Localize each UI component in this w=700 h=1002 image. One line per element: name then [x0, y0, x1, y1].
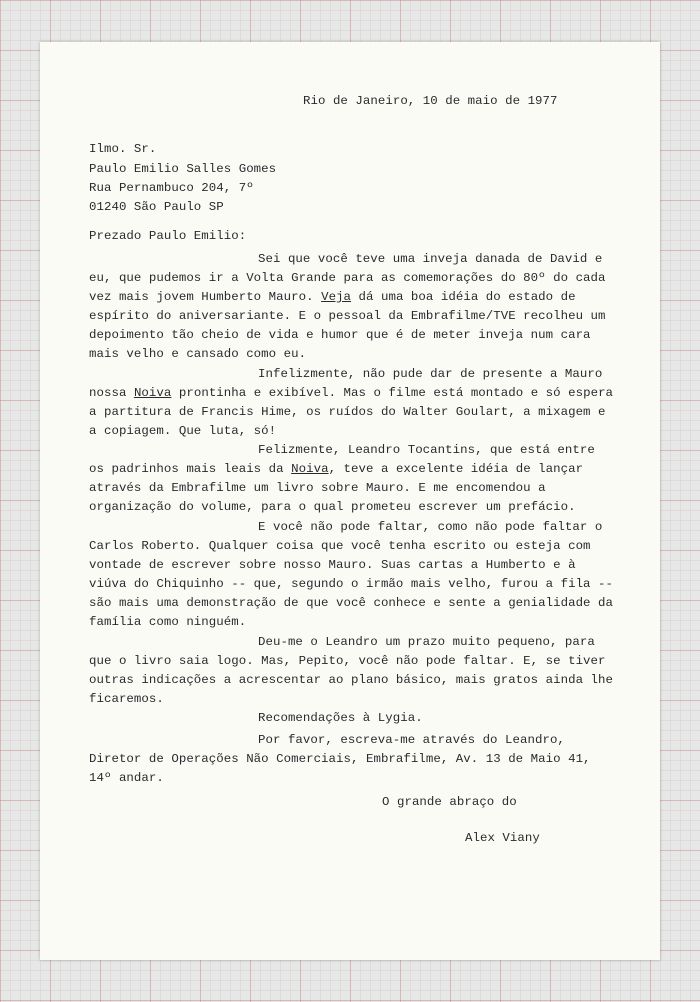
text-line: espírito do aniversariante. E o pessoal da Embrafilme/TVE recolheu um: [89, 309, 606, 323]
text-line: [89, 460, 583, 480]
text-line: Por favor, escreva-me através do Leandro,: [258, 733, 565, 747]
text-line: a copiagem. Que luta, só!: [89, 424, 277, 438]
text-line: Diretor de Operações Não Comerciais, Embrafilme, Av. 13 de Maio 41,: [89, 752, 591, 766]
text-fragment: os padrinhos mais leais da: [89, 462, 284, 476]
text-fragment: nossa: [89, 386, 127, 400]
text-line: mais velho e cansado como eu.: [89, 347, 307, 361]
signature: Alex Viany: [465, 831, 540, 845]
text-line: que o livro saia logo. Mas, Pepito, você não pode faltar. E, se tiver: [89, 654, 606, 668]
text-line: Deu-me o Leandro um prazo muito pequeno, para: [258, 635, 595, 649]
text-line: organização do volume, para o qual prometeu escrever um prefácio.: [89, 500, 576, 514]
text-fragment: , teve a excelente idéia de lançar: [328, 462, 584, 476]
film-title-noiva: Noiva: [291, 462, 329, 476]
address-line: Rua Pernambuco 204, 7º: [89, 181, 254, 195]
text-fragment: dá uma boa idéia do estado de: [358, 290, 576, 304]
text-line: a partitura de Francis Hime, os ruídos do Walter Goulart, a mixagem e: [89, 405, 606, 419]
paragraph-6: Recomendações à Lygia.: [258, 711, 423, 725]
text-line: viúva do Chiquinho -- que, segundo o irmão mais velho, furou a fila --: [89, 577, 613, 591]
text-line: família como ninguém.: [89, 615, 247, 629]
address-line: 01240 São Paulo SP: [89, 200, 224, 214]
text-line: Carlos Roberto. Qualquer coisa que você tenha escrito ou esteja com: [89, 539, 591, 553]
text-line: ficaremos.: [89, 692, 164, 706]
text-line: Infelizmente, não pude dar de presente a Mauro: [258, 367, 603, 381]
text-line: eu, que pudemos ir a Volta Grande para as comemorações do 80º do cada: [89, 271, 606, 285]
letter-date: Rio de Janeiro, 10 de maio de 1977: [303, 94, 558, 108]
text-line: depoimento tão cheio de vida e humor que é de meter inveja num cara: [89, 328, 591, 342]
text-line: E você não pode faltar, como não pode faltar o: [258, 520, 603, 534]
text-line: são mais uma demonstração de que você conhece e sente a genialidade da: [89, 596, 613, 610]
text-line: através da Embrafilme um livro sobre Mauro. E me encomendou a: [89, 481, 546, 495]
salutation: Prezado Paulo Emilio:: [89, 229, 247, 243]
text-line: vontade de escrever sobre nosso Mauro. Suas cartas a Humberto e à: [89, 558, 576, 572]
text-line: [89, 288, 576, 308]
text-line: 14º andar.: [89, 771, 164, 785]
magazine-title-veja: Veja: [321, 290, 352, 304]
text-line: Felizmente, Leandro Tocantins, que está entre: [258, 443, 595, 457]
text-line: outras indicações a acrescentar ao plano básico, mais gratos ainda lhe: [89, 673, 613, 687]
text-line: [89, 384, 613, 404]
address-line: Paulo Emilio Salles Gomes: [89, 162, 277, 176]
text-line: Sei que você teve uma inveja danada de David e: [258, 252, 603, 266]
text-fragment: vez mais jovem Humberto Mauro.: [89, 290, 314, 304]
film-title-noiva: Noiva: [133, 386, 172, 400]
address-line: Ilmo. Sr.: [89, 142, 157, 156]
closing: O grande abraço do: [382, 795, 517, 809]
text-fragment: prontinha e exibível. Mas o filme está montado e só espera: [178, 386, 614, 400]
